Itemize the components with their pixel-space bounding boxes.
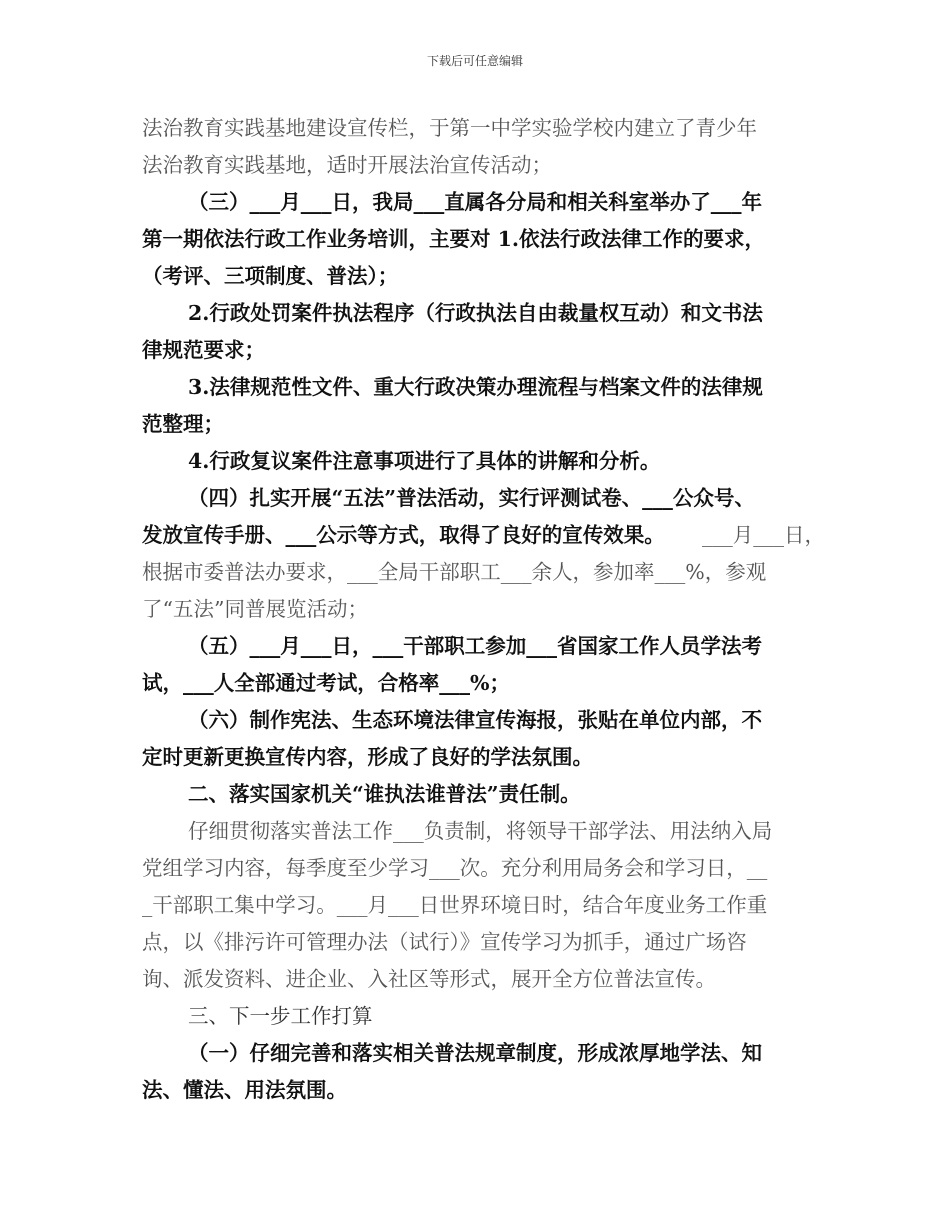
body-line: （五）___月___日，___干部职工参加___省国家工作人员学法考 <box>188 634 762 658</box>
body-line: 试，___人全部通过考试，合格率___%； <box>142 671 510 695</box>
body-line: 法治教育实践基地，适时开展法治宣传活动； <box>142 153 552 177</box>
body-line: 仔细贯彻落实普法工作___负责制，将领导干部学法、用法纳入局 <box>188 819 773 843</box>
body-line: 了“五法”同普展览活动； <box>142 597 368 621</box>
body-line: 发放宣传手册、___公示等方式，取得了良好的宣传效果。 <box>142 523 665 547</box>
page-header: 下载后可任意编辑 <box>426 54 523 68</box>
body-line: （一）仔细完善和落实相关普法规章制度，形成浓厚地学法、知 <box>188 1041 762 1065</box>
body-line: （六）制作宪法、生态环境法律宣传海报，张贴在单位内部，不 <box>188 708 762 732</box>
body-line: 第一期依法行政工作业务培训，主要对 1.依法行政法律工作的要求， <box>142 227 766 251</box>
section-heading: 二、落实国家机关“谁执法谁普法”责任制。 <box>188 782 581 806</box>
body-line: 范整理； <box>142 412 224 436</box>
body-line: 法治教育实践基地建设宣传栏，于第一中学实验学校内建立了青少年 <box>142 116 757 140</box>
body-line: （考评、三项制度、普法）； <box>142 264 399 288</box>
body-line: 党组学习内容，每季度至少学习___次。充分利用局务会和学习日，__ <box>142 856 768 880</box>
body-line: _干部职工集中学习。___月___日世界环境日时，结合年度业务工作重 <box>142 893 768 917</box>
body-line: 2.行政处罚案件执法程序（行政执法自由裁量权互动）和文书法 <box>188 301 763 325</box>
body-line: 律规范要求； <box>142 338 265 362</box>
body-line: （四）扎实开展“五法”普法活动，实行评测试卷、___公众号、 <box>188 486 755 510</box>
body-line: 4.行政复议案件注意事项进行了具体的讲解和分析。 <box>188 449 661 473</box>
body-line: 3.法律规范性文件、重大行政决策办理流程与档案文件的法律规 <box>188 375 763 399</box>
body-line: 询、派发资料、进企业、入社区等形式，展开全方位普法宣传。 <box>142 967 716 991</box>
body-line: 定时更新更换宣传内容，形成了良好的学法氛围。 <box>142 745 593 769</box>
body-line: 法、懂法、用法氛围。 <box>142 1078 347 1102</box>
section-heading: 三、下一步工作打算 <box>188 1004 373 1028</box>
body-line: （三）___月___日，我局___直属各分局和相关科室举办了___年 <box>188 190 762 214</box>
body-line: 根据市委普法办要求，___全局干部职工___余人，参加率___%，参观 <box>142 560 767 584</box>
body-line: ___月___日， <box>702 523 825 547</box>
body-line: 点，以《排污许可管理办法（试行）》宣传学习为抓手，通过广场咨 <box>142 930 747 954</box>
